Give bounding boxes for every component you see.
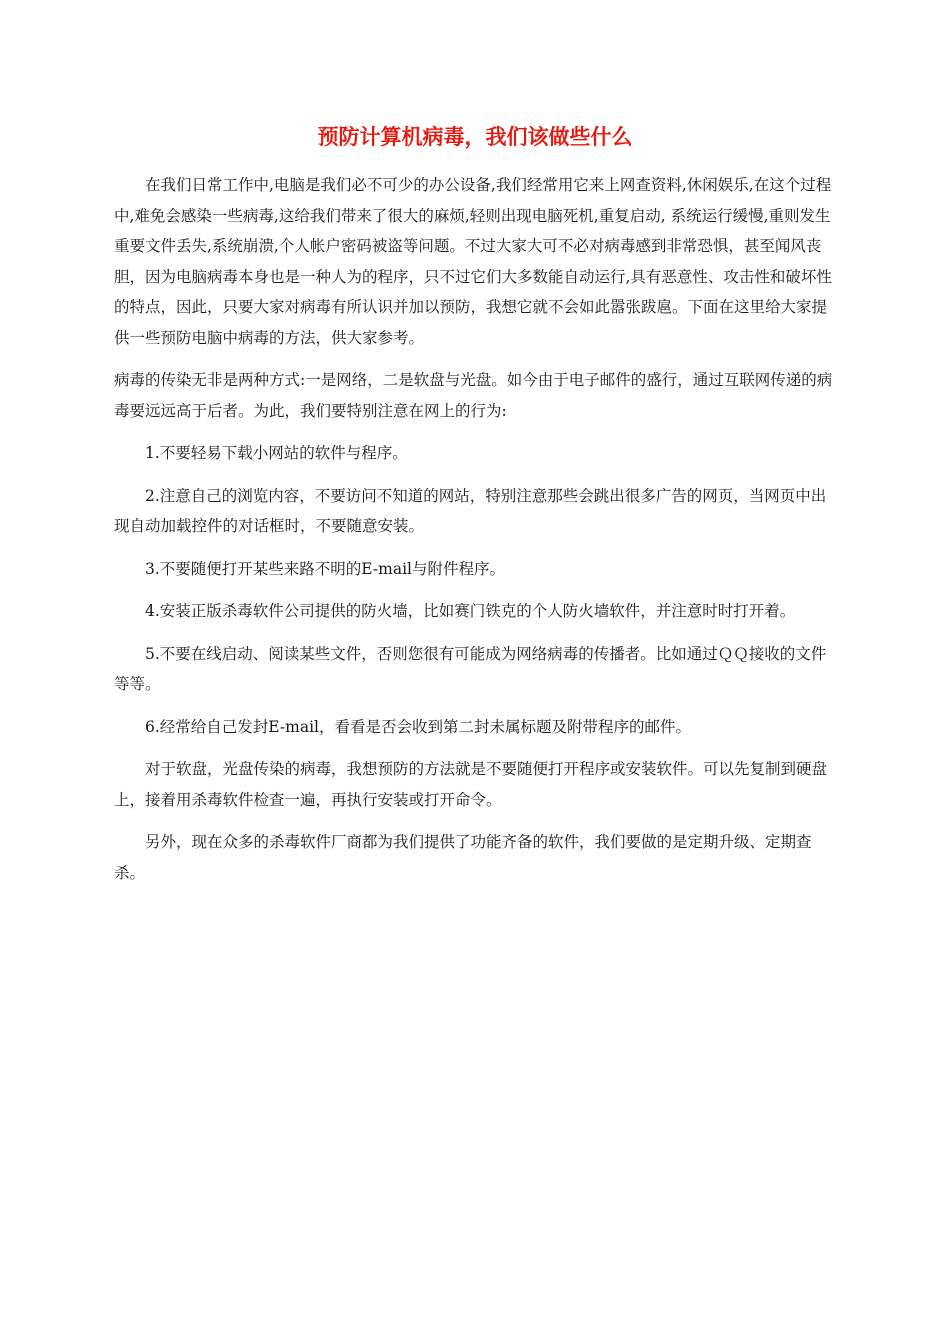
document-title: 预防计算机病毒，我们该做些什么 [317, 125, 633, 149]
disk-advice-paragraph: 对于软盘，光盘传染的病毒，我想预防的方法就是不要随便打开程序或安装软件。可以先复制到硬盘上，接着用杀毒软件检查一遍，再执行安装或打开命令。 [114, 760, 828, 809]
list-item: 3.不要随便打开某些来路不明的E-mail与附件程序。 [145, 559, 505, 578]
list-item: 5.不要在线启动、阅读某些文件，否则您很有可能成为网络病毒的传播者。比如通过ＱＱ接收的文件等等。 [114, 644, 827, 693]
list-item: 4.安装正版杀毒软件公司提供的防火墙，比如赛门铁克的个人防火墙软件，并注意时时打开着。 [145, 602, 796, 620]
list-item: 6.经常给自己发封E-mail，看看是否会收到第二封未属标题及附带程序的邮件。 [145, 717, 691, 736]
conclusion-paragraph: 另外，现在众多的杀毒软件厂商都为我们提供了功能齐备的软件，我们要做的是定期升级、定期查杀。 [114, 833, 812, 882]
intro-paragraph: 在我们日常工作中,电脑是我们必不可少的办公设备,我们经常用它来上网查资料,休闲娱乐,在这个过程中,难免会感染一些病毒,这给我们带来了很大的麻烦,轻则出现电脑死机,重复启动, 系统运行缓慢,重则发生重要文件丢失,系统崩溃,个人帐户密码被盗等问题。不过大家大可不必对病毒感到非常恐惧，甚至闻风丧胆，因为电脑病毒本身也是一种人为的程序，只不过它们大多数能自动运行,具有恶意性、攻击性和破坏性的特点，因此，只要大家对病毒有所认识并加以预防，我想它就不会如此嚣张跋扈。下面在这里给大家提供一些预防电脑中病毒的方法，供大家参考。 [114, 176, 832, 347]
list-item: 2.注意自己的浏览内容，不要访问不知道的网站，特别注意那些会跳出很多广告的网页，当网页中出现自动加载控件的对话框时，不要随意安装。 [114, 486, 827, 535]
transmission-paragraph: 病毒的传染无非是两种方式:一是网络，二是软盘与光盘。如今由于电子邮件的盛行，通过互联网传递的病毒要远远高于后者。为此，我们要特别注意在网上的行为: [114, 371, 833, 420]
list-item: 1.不要轻易下载小网站的软件与程序。 [145, 444, 408, 462]
document-body [114, 170, 838, 900]
